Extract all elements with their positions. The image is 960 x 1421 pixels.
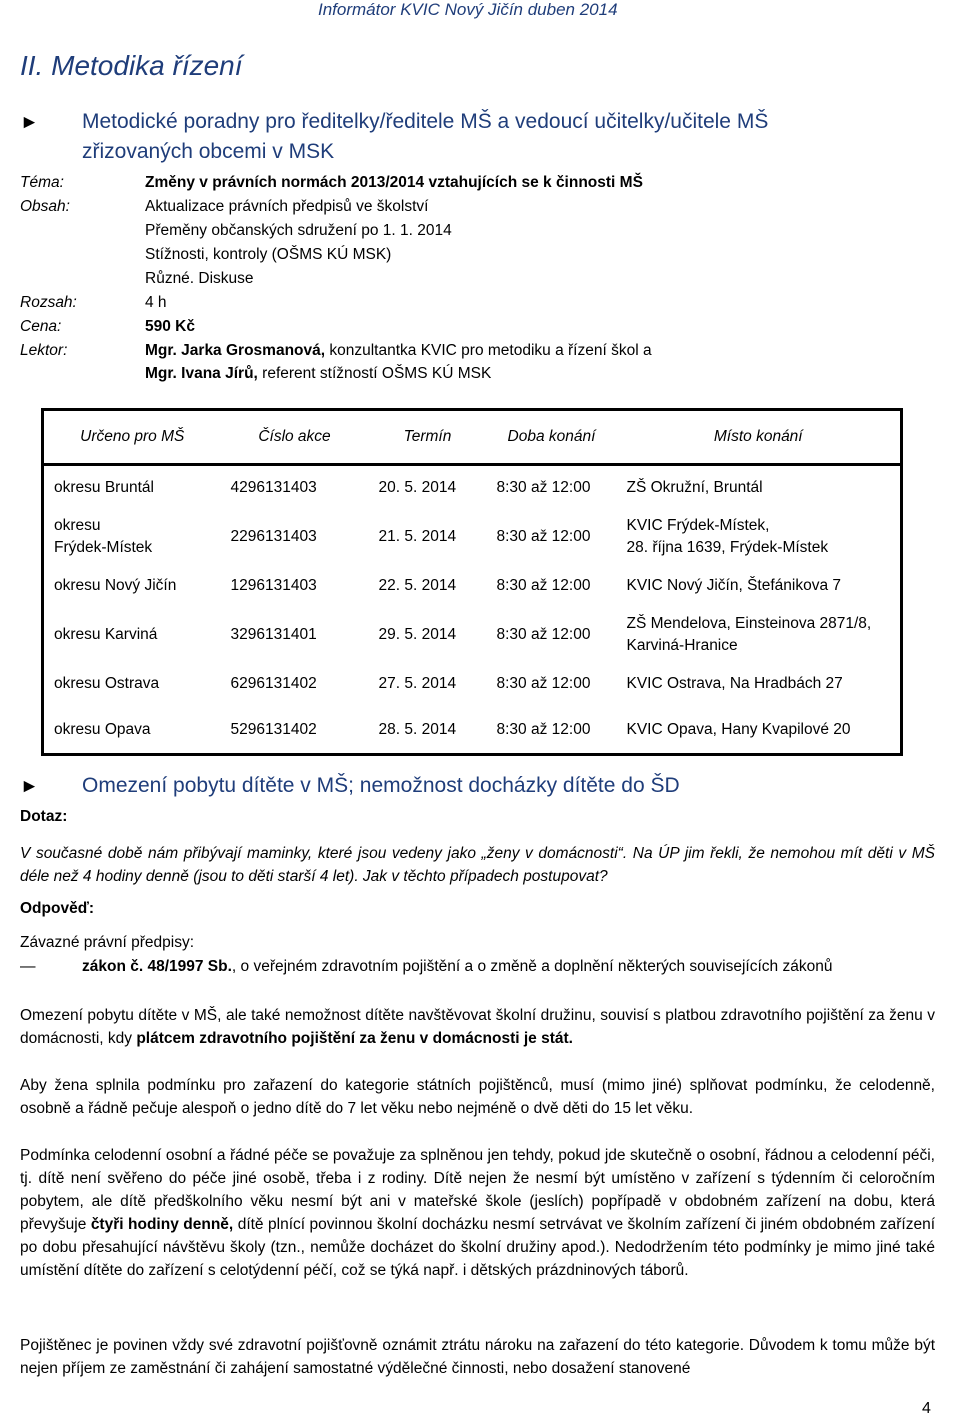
cell-region: okresu Opava [54,720,151,738]
content-line: Stížnosti, kontroly (OŠMS KÚ MSK) [145,246,392,263]
paragraph-3-a: Podmínka celodenní osobní a řádné péče se považuje za splněnou jen tehdy, pokud jde skutečně o osobní, řádnou a celodenní péči, tj. dítě není svěřeno do péče jiné osobě, třeba i z rodiny. Dítě nejen že nesmí být umístěno v zařízení s týdenním či celoročním pobytem, ale dítě předškolního věku nesmí být ani v mateřské škole (jeslích) popřípadě v obdobném zařízení na dobu, která převyšuje [20,1147,935,1233]
table-row [43,707,902,755]
table-row [43,563,902,609]
answer-label: Odpověď: [20,900,95,917]
table-row [43,661,902,707]
cell-date: 27. 5. 2014 [378,674,457,692]
question-text-b: Na ÚP jim řekli, že nemohou mít děti v MŠ déle než 4 hodiny denně (jsou to děti starší 4 let). Jak v těchto případech postupovat? [20,845,935,885]
question-text [20,842,935,888]
col-header-region: Určeno pro MŠ [43,410,221,465]
reg-item [82,958,832,976]
content-label: Obsah: [20,198,70,215]
table-row [43,609,902,661]
paragraph-2: Aby žena splnila podmínku pro zařazení do kategorie státních pojištěnců, musí (mimo jiné) splňovat podmínku, že celodenně, osobně a řádně pečuje alespoň o jedno dítě do 7 let věku nebo nejméně o dvě děti do 15 let věku. [20,1077,935,1117]
section-title: II. Metodika řízení [20,50,243,81]
content-line: Přeměny občanských sdružení po 1. 1. 2014 [145,222,452,239]
running-header: Informátor KVIC Nový Jičín duben 2014 [318,0,618,19]
cell-time: 8:30 až 12:00 [496,576,591,594]
cell-place: KVIC Opava, Hany Kvapilové 20 [626,720,851,738]
table-row [43,465,902,511]
lecturer-2-name: Mgr. Ivana Jírů, [145,365,258,382]
cell-place: KVIC Ostrava, Na Hradbách 27 [626,674,843,692]
lecturer-label: Lektor: [20,342,68,359]
cell-time: 8:30 až 12:00 [496,674,591,692]
topic-label: Téma: [20,174,64,191]
reg-law-desc: , o veřejném zdravotním pojištění a o změně a doplnění některých souvisejících zákonů [231,958,833,975]
paragraph-4: Pojištěnec je povinen vždy své zdravotní pojišťovně oznámit ztrátu nároku na zařazení do této kategorie. Důvodem k tomu může být nejen příjem ze zaměstnání či zahájení samostatné výdělečné činnosti, nebo dosažení stanovené [20,1337,935,1377]
cell-region: okresu Nový Jičín [54,576,177,594]
col-header-code: Číslo akce [221,410,369,465]
cell-place-line2: 28. října 1639, Frýdek-Místek [626,538,829,556]
table-row [43,511,902,563]
paragraph-1 [20,1004,935,1050]
cell-date: 29. 5. 2014 [378,625,457,643]
cell-time: 8:30 až 12:00 [496,479,591,497]
bullet-arrow-icon: ► [20,776,39,797]
paragraph-3 [20,1144,935,1282]
cell-region-text: okresu Frýdek-Místek [54,516,153,556]
reg-dash-icon: — [20,958,36,975]
cell-place [617,511,902,563]
question-label: Dotaz: [20,808,68,825]
scope-label: Rozsah: [20,294,77,311]
table-header-row [43,410,902,465]
cell-place-line2: Karviná-Hranice [626,636,738,654]
regs-label: Závazné právní předpisy: [20,934,195,951]
cell-date: 20. 5. 2014 [378,479,457,497]
cell-code: 5296131402 [230,720,317,738]
content-line: Aktualizace právních předpisů ve školství [145,198,429,215]
cell-region: okresu Bruntál [54,479,154,497]
cell-place-line1: ZŠ Mendelova, Einsteinova 2871/8, [626,614,872,632]
scope-value: 4 h [145,294,167,311]
cell-code: 3296131401 [230,625,317,643]
course-title-line2: zřizovaných obcemi v MSK [82,140,335,163]
cell-place: KVIC Nový Jičín, Štefánikova 7 [626,576,842,594]
cell-code: 2296131403 [230,527,317,545]
cell-place: ZŠ Okružní, Bruntál [626,479,763,497]
col-header-place: Místo konání [617,410,902,465]
col-header-time: Doba konání [487,410,617,465]
cell-code: 6296131402 [230,674,317,692]
col-header-date: Termín [369,410,487,465]
bullet-arrow-icon: ► [20,112,39,133]
cell-region [43,511,221,563]
lecturer-1-name: Mgr. Jarka Grosmanová, [145,342,326,359]
course-title-line1: Metodické poradny pro ředitelky/ředitele MŠ a vedoucí učitelky/učitele MŠ [82,110,769,133]
paragraph-1-b: plátcem zdravotního pojištění za ženu v domácnosti je stát. [136,1030,573,1047]
schedule-table [41,408,903,756]
cell-code: 1296131403 [230,576,317,594]
lecturer-1 [145,342,652,360]
lecturer-2-role: referent stížností OŠMS KÚ MSK [257,365,492,382]
cell-date: 22. 5. 2014 [378,576,457,594]
lecturer-2 [145,365,491,383]
lecturer-1-role: konzultantka KVIC pro metodiku a řízení škol a [325,342,652,359]
cell-place-line1: KVIC Frýdek-Místek, [626,516,770,534]
price-value: 590 Kč [145,318,195,335]
cell-code: 4296131403 [230,479,317,497]
paragraph-1-a: Omezení pobytu dítěte v MŠ, ale také nemožnost dítěte navštěvovat školní družinu, souvisí s platbou zdravotního pojištění za ženu v domácnosti, kdy [20,1007,935,1047]
cell-place [617,609,902,661]
qa-title: Omezení pobytu dítěte v MŠ; nemožnost docházky dítěte do ŠD [82,774,680,797]
cell-time: 8:30 až 12:00 [496,527,591,545]
price-label: Cena: [20,318,62,335]
topic-value: Změny v právních normách 2013/2014 vztahujících se k činnosti MŠ [145,174,643,191]
question-text-a: V současné době nám přibývají maminky, které jsou vedeny jako „ženy v domácnosti“. [20,845,628,862]
cell-region: okresu Karviná [54,625,158,643]
reg-law: zákon č. 48/1997 Sb. [82,958,232,975]
content-line: Různé. Diskuse [145,270,254,287]
cell-time: 8:30 až 12:00 [496,720,591,738]
paragraph-3-c: dítě plnící povinnou školní docházku nesmí setrvávat ve školním zařízení či jiném obdobném zařízení po dobu přesahující návštěvu školy (tzn., nemůže docházet do školní družiny apod.). Nedodržením této podmínky je mimo jiné také umístění dítěte do zařízení s celotýdenní péčí, což se týká např. i dětských prázdninových táborů. [20,1216,935,1279]
cell-date: 21. 5. 2014 [378,527,457,545]
paragraph-3-b: čtyři hodiny denně, [90,1216,234,1233]
cell-region: okresu Ostrava [54,674,160,692]
page-number: 4 [922,1400,931,1417]
cell-time: 8:30 až 12:00 [496,625,591,643]
cell-date: 28. 5. 2014 [378,720,457,738]
